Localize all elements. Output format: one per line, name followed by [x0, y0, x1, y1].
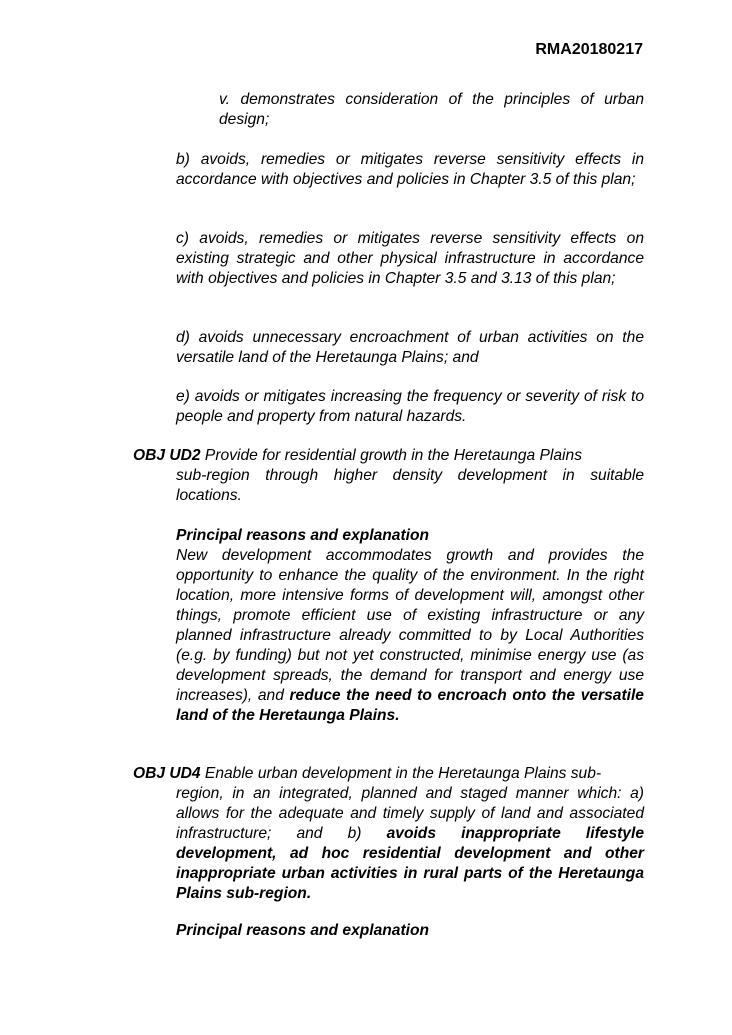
objective-ud4-bold: avoids inappropriate lifestyle development, ad hoc residential development and other inappropriate urban activities in rural parts of the Heretaunga Plains sub-region. — [176, 825, 644, 902]
ud2-reasons-body: New development accommodates growth and provides the opportunity to enhance the quality of the environment. In the right location, more intensive forms of development will, amongst other things, promote efficient use of existing infrastructure or any planned infrastructure already committed to by Local Authorities (e.g. by funding) but not yet constructed, minimise energy use (as development spreads, the demand for transport and energy use increases), and — [176, 547, 644, 704]
item-b: b) avoids, remedies or mitigates reverse sensitivity effects in accordance with objectives and policies in Chapter 3.5 of this plan; — [176, 151, 644, 188]
objective-ud4-first-line — [133, 764, 644, 784]
item-c: c) avoids, remedies or mitigates reverse sensitivity effects on existing strategic and other physical infrastructure in accordance with objectives and policies in Chapter 3.5 and 3.13 of this plan; — [176, 230, 644, 287]
objective-ud4-code: OBJ UD4 — [133, 765, 201, 782]
objective-ud2 — [133, 446, 644, 506]
objective-ud4 — [133, 764, 644, 904]
ud2-reasons-heading: Principal reasons and explanation — [176, 527, 430, 544]
item-e: e) avoids or mitigates increasing the frequency or severity of risk to people and property from natural hazards. — [176, 388, 644, 425]
objective-ud2-first-line — [133, 446, 644, 466]
objective-ud2-code: OBJ UD2 — [133, 447, 201, 464]
ud4-reasons-heading: Principal reasons and explanation — [176, 922, 430, 939]
objective-ud4-text-rest — [133, 784, 644, 904]
ud2-reasons-text — [176, 546, 644, 726]
item-d: d) avoids unnecessary encroachment of urban activities on the versatile land of the Heretaunga Plains; and — [176, 329, 644, 366]
document-reference: RMA20180217 — [535, 41, 643, 58]
objective-ud2-text-rest: sub-region through higher density development in suitable locations. — [176, 467, 644, 504]
objective-ud4-text-start: Enable urban development in the Heretaunga Plains sub- — [200, 765, 602, 782]
objective-ud4-body: region, in an integrated, planned and staged manner which: a) allows for the adequate and timely supply of land and associated infrastructure; and b) — [176, 785, 644, 842]
ud2-reasons-bold: reduce the need to encroach onto the versatile land of the Heretaunga Plains. — [176, 687, 644, 724]
item-v: v. demonstrates consideration of the principles of urban design; — [219, 91, 644, 128]
objective-ud2-text-start: Provide for residential growth in the Heretaunga Plains — [200, 447, 582, 464]
